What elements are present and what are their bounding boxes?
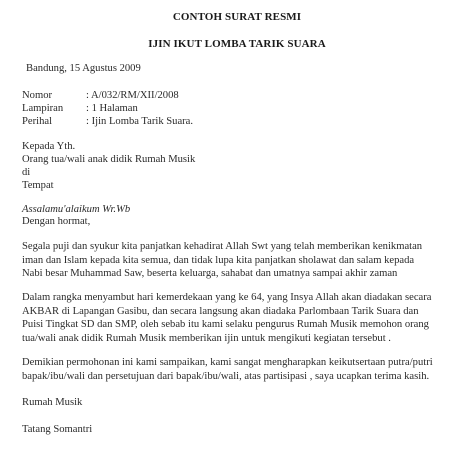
- meta-label-lampiran: Lampiran: [22, 103, 64, 114]
- paragraph-line: iman dan Islam kepada kita semua, dan tidak lupa kita panjatkan sholawat dan salam kepada: [22, 254, 415, 266]
- recipient-line: di: [22, 167, 31, 178]
- paragraph-line: AKBAR di Lapangan Gasibu, dan secara langsung akan diadaka Parlombaan Tarik Suara dan: [22, 305, 419, 317]
- paragraph-line: Dalam rangka menyambut hari kemerdekaan yang ke 64, yang Insya Allah akan diadakan secara: [22, 292, 432, 303]
- meta-value-perihal: : Ijin Lomba Tarik Suara.: [86, 116, 194, 127]
- signatory-name: Tatang Somantri: [22, 424, 93, 435]
- paragraph-event: [22, 291, 462, 345]
- greeting: Dengan hormat,: [22, 216, 91, 227]
- meta-value-lampiran: : 1 Halaman: [86, 103, 138, 114]
- paragraph-line: Nabi besar Muhammad Saw, beserta keluarga, sahabat dan umatnya sampai akhir zaman: [22, 268, 398, 280]
- paragraph-line: Demikian permohonan ini kami sampaikan, kami sangat mengharapkan keikutsertaan putra/putri: [22, 357, 433, 368]
- recipient-line: Orang tua/wali anak didik Rumah Musik: [22, 154, 196, 165]
- paragraph-closing: [22, 356, 462, 383]
- religious-greeting: Assalamu'alaikum Wr.Wb: [22, 204, 131, 215]
- letter-title: CONTOH SURAT RESMI: [172, 11, 302, 23]
- meta-label-nomor: Nomor: [22, 90, 53, 101]
- paragraph-line: tua/wali anak didik Rumah Musik memberikan ijin untuk mengikuti kegiatan tersebut .: [22, 332, 391, 344]
- paragraph-opening: [22, 240, 462, 281]
- paragraph-line: Segala puji dan syukur kita panjatkan kehadirat Allah Swt yang telah memberikan kenikmatan: [22, 241, 423, 252]
- letter-subtitle: IJIN IKUT LOMBA TARIK SUARA: [148, 38, 326, 50]
- recipient-line: Kepada Yth.: [22, 141, 76, 152]
- meta-label-perihal: Perihal: [22, 116, 53, 127]
- meta-value-nomor: : A/032/RM/XII/2008: [86, 90, 179, 101]
- recipient-line: Tempat: [22, 180, 54, 191]
- sender-org: Rumah Musik: [22, 397, 83, 408]
- paragraph-line: bapak/ibu/wali dan persetujuan dari bapak/ibu/wali, atas partisipasi , saya ucapkan terima kasih.: [22, 370, 430, 382]
- date-line: Bandung, 15 Agustus 2009: [26, 63, 141, 74]
- paragraph-line: Puisi Tingkat SD dan SMP, oleh sebab itu kami selaku pengurus Rumah Musik memohon orang: [22, 319, 429, 331]
